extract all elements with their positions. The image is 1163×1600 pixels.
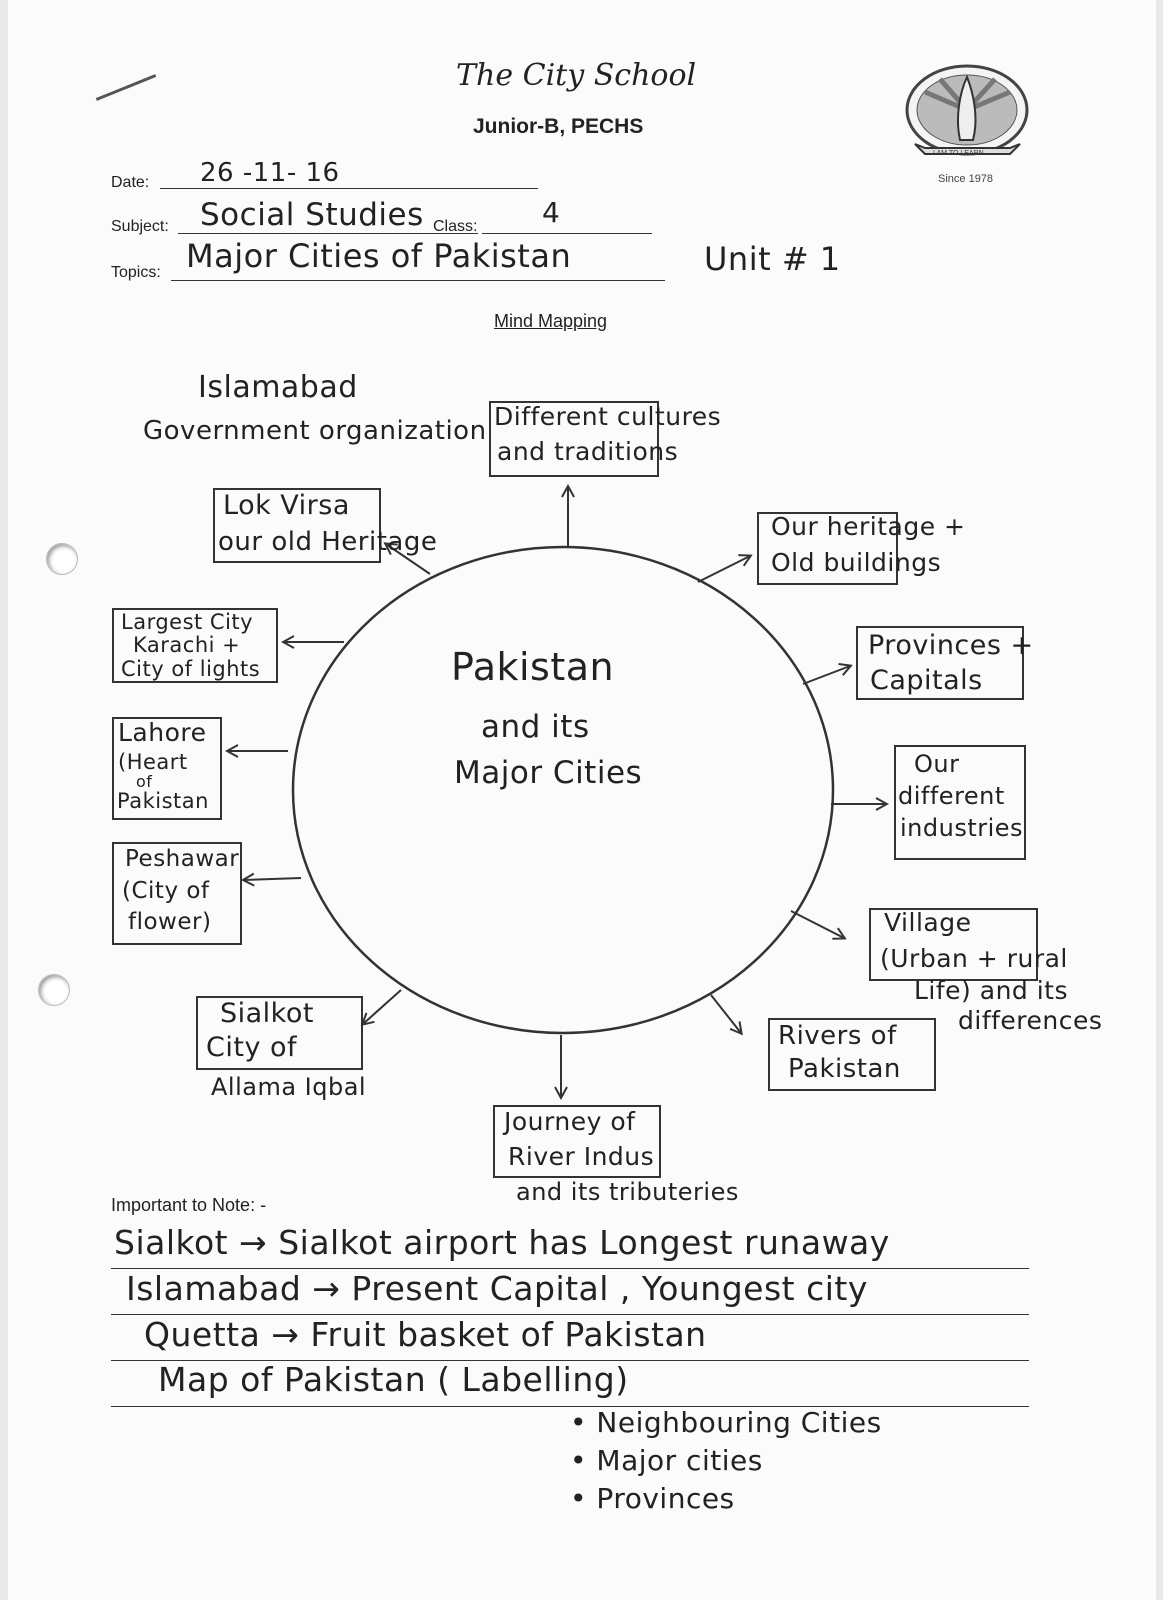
class-value: 4 <box>542 196 561 229</box>
logo-since: Since 1978 <box>938 173 994 185</box>
node-lok-virsa-2: our old Heritage <box>218 527 438 557</box>
node-indus-1: Journey of <box>504 1107 636 1136</box>
bullet-item-2: • Major cities <box>570 1444 763 1477</box>
date-label: Date: <box>111 174 150 191</box>
node-lahore-3: of <box>136 772 153 791</box>
bullet-text-2: Major cities <box>596 1444 763 1477</box>
node-village-4: differences <box>958 1006 1103 1035</box>
node-provinces-1: Provinces + <box>868 630 1034 661</box>
subject-label: Subject: <box>111 218 169 235</box>
node-industries-3: industries <box>900 814 1024 842</box>
topics-label: Topics: <box>111 264 161 281</box>
node-sialkot-1: Sialkot <box>220 998 314 1029</box>
node-lahore-1: Lahore <box>118 718 207 747</box>
node-cultures-2: and traditions <box>497 437 679 466</box>
node-cultures-1: Different cultures <box>494 402 722 431</box>
arrow-sialkot <box>363 990 401 1024</box>
node-lok-virsa-1: Lok Virsa <box>223 490 350 521</box>
node-peshawar-1: Peshawar <box>125 846 240 872</box>
note-line-1: Sialkot → Sialkot airport has Longest runaway <box>114 1223 890 1262</box>
bullet-text-1: Neighbouring Cities <box>596 1406 882 1439</box>
note-line-4: Map of Pakistan ( Labelling) <box>158 1360 629 1399</box>
center-title: Pakistan <box>451 645 615 689</box>
unit-number: Unit # 1 <box>704 240 841 278</box>
node-karachi-1: Largest City <box>121 610 254 634</box>
node-sialkot-3: Allama Iqbal <box>211 1073 367 1101</box>
center-subtitle: and its <box>481 709 590 745</box>
node-heritage-2: Old buildings <box>771 548 942 577</box>
arrow-provinces <box>803 666 850 684</box>
node-industries-1: Our <box>914 750 960 778</box>
arrow-heritage <box>698 556 750 582</box>
node-lahore-2: (Heart <box>118 750 188 774</box>
date-value: 26 -11- 16 <box>200 158 340 188</box>
node-village-2: (Urban + rural <box>880 944 1068 973</box>
node-karachi-2: Karachi + <box>133 633 241 657</box>
node-lahore-4: Pakistan <box>117 789 209 813</box>
branch-name: Junior-B, PECHS <box>473 115 644 138</box>
arrow-village <box>791 911 844 938</box>
node-rivers-1: Rivers of <box>778 1021 897 1051</box>
note-line-2: Islamabad → Present Capital , Youngest city <box>126 1269 868 1308</box>
node-industries-2: different <box>898 782 1005 810</box>
node-peshawar-2: (City of <box>122 878 210 904</box>
section-title: Mind Mapping <box>494 311 608 331</box>
node-sialkot-2: City of <box>206 1032 298 1063</box>
node-indus-3: and its tributeries <box>516 1178 739 1206</box>
arrow-peshawar <box>244 878 301 880</box>
center-cities: Major Cities <box>454 755 643 791</box>
node-heritage-1: Our heritage + <box>771 512 966 541</box>
subject-value: Social Studies <box>200 197 424 233</box>
arrow-rivers <box>711 995 741 1033</box>
bullet-item-1: • Neighbouring Cities <box>570 1406 882 1439</box>
islamabad-title: Islamabad <box>198 370 358 405</box>
bullet-text-3: Provinces <box>596 1482 735 1515</box>
node-karachi-3: City of lights <box>121 657 261 681</box>
node-rivers-2: Pakistan <box>788 1054 901 1084</box>
notes-title: Important to Note: - <box>111 1195 267 1215</box>
topics-value: Major Cities of Pakistan <box>186 237 572 275</box>
node-peshawar-3: flower) <box>128 909 212 935</box>
node-village-3: Life) and its <box>914 976 1069 1005</box>
class-label: Class: <box>433 218 478 235</box>
islamabad-government: Government organization <box>143 416 487 446</box>
note-line-3: Quetta → Fruit basket of Pakistan <box>144 1315 707 1354</box>
logo-motto: I AM TO LEARN <box>933 150 984 157</box>
node-village-1: Village <box>884 908 972 937</box>
bullet-item-3: • Provinces <box>570 1482 735 1515</box>
node-indus-2: River Indus <box>508 1142 655 1171</box>
school-name: The City School <box>456 58 697 93</box>
worksheet-page <box>8 0 1156 1600</box>
node-provinces-2: Capitals <box>870 665 983 696</box>
